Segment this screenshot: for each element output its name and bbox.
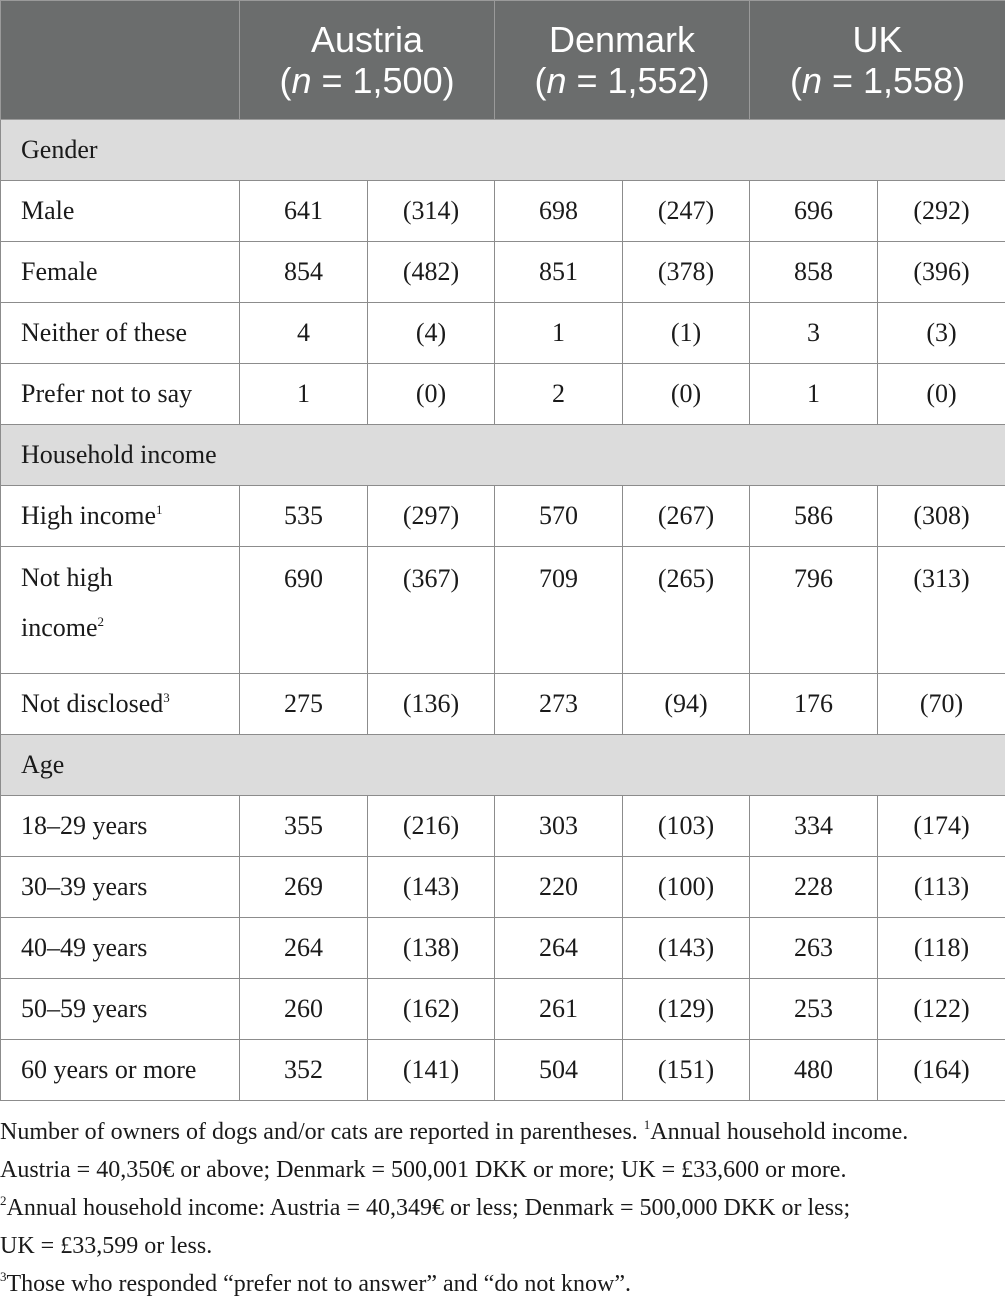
cell-uk-count: 586 — [750, 486, 878, 547]
country-name: Austria — [311, 19, 423, 60]
footnote-text: Annual household income: Austria = 40,349€ or less; Denmark = 500,000 DKK or less; — [7, 1195, 851, 1221]
row-label: 18–29 years — [1, 796, 240, 857]
cell-denmark-owners: (265) — [623, 547, 750, 674]
header-austria: Austria (n = 1,500) — [240, 1, 495, 120]
header-corner — [1, 1, 240, 120]
cell-austria-count: 275 — [240, 674, 368, 735]
row-label: Neither of these — [1, 303, 240, 364]
cell-austria-owners: (136) — [368, 674, 495, 735]
cell-uk-owners: (122) — [878, 979, 1005, 1040]
section-title: Age — [1, 735, 1005, 796]
cell-austria-count: 352 — [240, 1040, 368, 1101]
cell-austria-count: 1 — [240, 364, 368, 425]
footnote-marker: 1 — [644, 1117, 651, 1132]
cell-uk-count: 263 — [750, 918, 878, 979]
cell-denmark-owners: (267) — [623, 486, 750, 547]
footnote-text: Austria = 40,350€ or above; Denmark = 500,001 DKK or more; UK = £33,600 or more. — [0, 1157, 846, 1183]
cell-uk-count: 858 — [750, 242, 878, 303]
cell-denmark-count: 220 — [495, 857, 623, 918]
footnote-marker: 2 — [98, 614, 105, 629]
cell-uk-owners: (70) — [878, 674, 1005, 735]
row-label-cell — [1, 486, 240, 547]
section-row-age — [1, 735, 1005, 796]
cell-austria-owners: (143) — [368, 857, 495, 918]
n-value: = 1,500) — [311, 60, 454, 101]
cell-austria-count: 854 — [240, 242, 368, 303]
table-row — [1, 303, 1005, 364]
footnote-line — [0, 1227, 1005, 1265]
footnote-line — [0, 1189, 1005, 1227]
cell-austria-count: 4 — [240, 303, 368, 364]
row-label-line2: income — [21, 613, 98, 642]
table-row — [1, 547, 1005, 674]
header-denmark: Denmark (n = 1,552) — [495, 1, 750, 120]
cell-austria-owners: (162) — [368, 979, 495, 1040]
footnote-line — [0, 1151, 1005, 1189]
footnote-marker: 3 — [0, 1269, 7, 1284]
cell-denmark-count: 504 — [495, 1040, 623, 1101]
cell-uk-owners: (3) — [878, 303, 1005, 364]
cell-uk-count: 253 — [750, 979, 878, 1040]
cell-austria-count: 355 — [240, 796, 368, 857]
row-label: Not disclosed — [21, 689, 163, 718]
cell-uk-owners: (396) — [878, 242, 1005, 303]
cell-denmark-owners: (94) — [623, 674, 750, 735]
cell-austria-count: 269 — [240, 857, 368, 918]
table-row — [1, 364, 1005, 425]
table-row — [1, 674, 1005, 735]
footnote-text: Number of owners of dogs and/or cats are reported in parentheses. — [0, 1119, 644, 1145]
cell-denmark-owners: (378) — [623, 242, 750, 303]
cell-uk-owners: (313) — [878, 547, 1005, 674]
cell-denmark-owners: (103) — [623, 796, 750, 857]
cell-austria-count: 535 — [240, 486, 368, 547]
row-label: Female — [1, 242, 240, 303]
table-row — [1, 242, 1005, 303]
cell-denmark-count: 698 — [495, 181, 623, 242]
footnote-marker: 2 — [0, 1193, 7, 1208]
cell-uk-owners: (0) — [878, 364, 1005, 425]
footnote-line — [0, 1265, 1005, 1303]
cell-denmark-count: 303 — [495, 796, 623, 857]
cell-uk-count: 480 — [750, 1040, 878, 1101]
cell-uk-count: 176 — [750, 674, 878, 735]
cell-austria-owners: (297) — [368, 486, 495, 547]
cell-austria-count: 641 — [240, 181, 368, 242]
table-row — [1, 1040, 1005, 1101]
row-label-cell — [1, 674, 240, 735]
header-row — [1, 1, 1005, 120]
cell-uk-count: 696 — [750, 181, 878, 242]
cell-uk-owners: (118) — [878, 918, 1005, 979]
cell-austria-owners: (314) — [368, 181, 495, 242]
footnote-marker: 1 — [156, 502, 163, 517]
table-row — [1, 857, 1005, 918]
row-label: Male — [1, 181, 240, 242]
row-label-line1: Not high — [21, 563, 113, 592]
table-footnotes — [0, 1101, 1005, 1303]
header-uk: UK (n = 1,558) — [750, 1, 1005, 120]
row-label: High income — [21, 501, 156, 530]
cell-austria-owners: (0) — [368, 364, 495, 425]
country-name: UK — [853, 19, 903, 60]
section-title: Gender — [1, 120, 1005, 181]
cell-uk-count: 228 — [750, 857, 878, 918]
cell-denmark-owners: (100) — [623, 857, 750, 918]
cell-denmark-count: 570 — [495, 486, 623, 547]
cell-denmark-count: 264 — [495, 918, 623, 979]
cell-denmark-owners: (1) — [623, 303, 750, 364]
country-name: Denmark — [549, 19, 695, 60]
cell-denmark-count: 273 — [495, 674, 623, 735]
cell-denmark-count: 1 — [495, 303, 623, 364]
row-label: 60 years or more — [1, 1040, 240, 1101]
cell-denmark-owners: (143) — [623, 918, 750, 979]
cell-uk-owners: (292) — [878, 181, 1005, 242]
cell-denmark-count: 709 — [495, 547, 623, 674]
n-value: = 1,558) — [822, 60, 965, 101]
cell-austria-owners: (141) — [368, 1040, 495, 1101]
row-label: 40–49 years — [1, 918, 240, 979]
cell-austria-owners: (367) — [368, 547, 495, 674]
row-label: Prefer not to say — [1, 364, 240, 425]
cell-uk-owners: (164) — [878, 1040, 1005, 1101]
row-label: 30–39 years — [1, 857, 240, 918]
table-row — [1, 979, 1005, 1040]
section-title: Household income — [1, 425, 1005, 486]
cell-uk-count: 796 — [750, 547, 878, 674]
cell-uk-owners: (308) — [878, 486, 1005, 547]
table-row — [1, 796, 1005, 857]
cell-denmark-owners: (151) — [623, 1040, 750, 1101]
cell-denmark-count: 2 — [495, 364, 623, 425]
table-row — [1, 486, 1005, 547]
cell-austria-count: 260 — [240, 979, 368, 1040]
section-row-gender — [1, 120, 1005, 181]
table-row — [1, 918, 1005, 979]
cell-austria-owners: (4) — [368, 303, 495, 364]
cell-uk-count: 1 — [750, 364, 878, 425]
cell-uk-owners: (174) — [878, 796, 1005, 857]
table-row — [1, 181, 1005, 242]
footnote-text: Those who responded “prefer not to answer” and “do not know”. — [7, 1271, 631, 1297]
cell-denmark-count: 261 — [495, 979, 623, 1040]
cell-uk-count: 334 — [750, 796, 878, 857]
footnote-text: UK = £33,599 or less. — [0, 1233, 212, 1259]
cell-austria-owners: (138) — [368, 918, 495, 979]
cell-austria-count: 690 — [240, 547, 368, 674]
cell-uk-count: 3 — [750, 303, 878, 364]
n-value: = 1,552) — [566, 60, 709, 101]
n-label: n — [291, 60, 311, 101]
footnote-text: Annual household income. — [650, 1119, 908, 1145]
cell-austria-owners: (482) — [368, 242, 495, 303]
cell-denmark-owners: (247) — [623, 181, 750, 242]
cell-uk-owners: (113) — [878, 857, 1005, 918]
cell-denmark-owners: (0) — [623, 364, 750, 425]
row-label-cell — [1, 547, 240, 674]
cell-denmark-count: 851 — [495, 242, 623, 303]
footnote-line — [0, 1113, 1005, 1151]
cell-austria-owners: (216) — [368, 796, 495, 857]
row-label: 50–59 years — [1, 979, 240, 1040]
cell-denmark-owners: (129) — [623, 979, 750, 1040]
n-label: n — [802, 60, 822, 101]
n-label: n — [546, 60, 566, 101]
section-row-household-income — [1, 425, 1005, 486]
cell-austria-count: 264 — [240, 918, 368, 979]
footnote-marker: 3 — [163, 690, 170, 705]
